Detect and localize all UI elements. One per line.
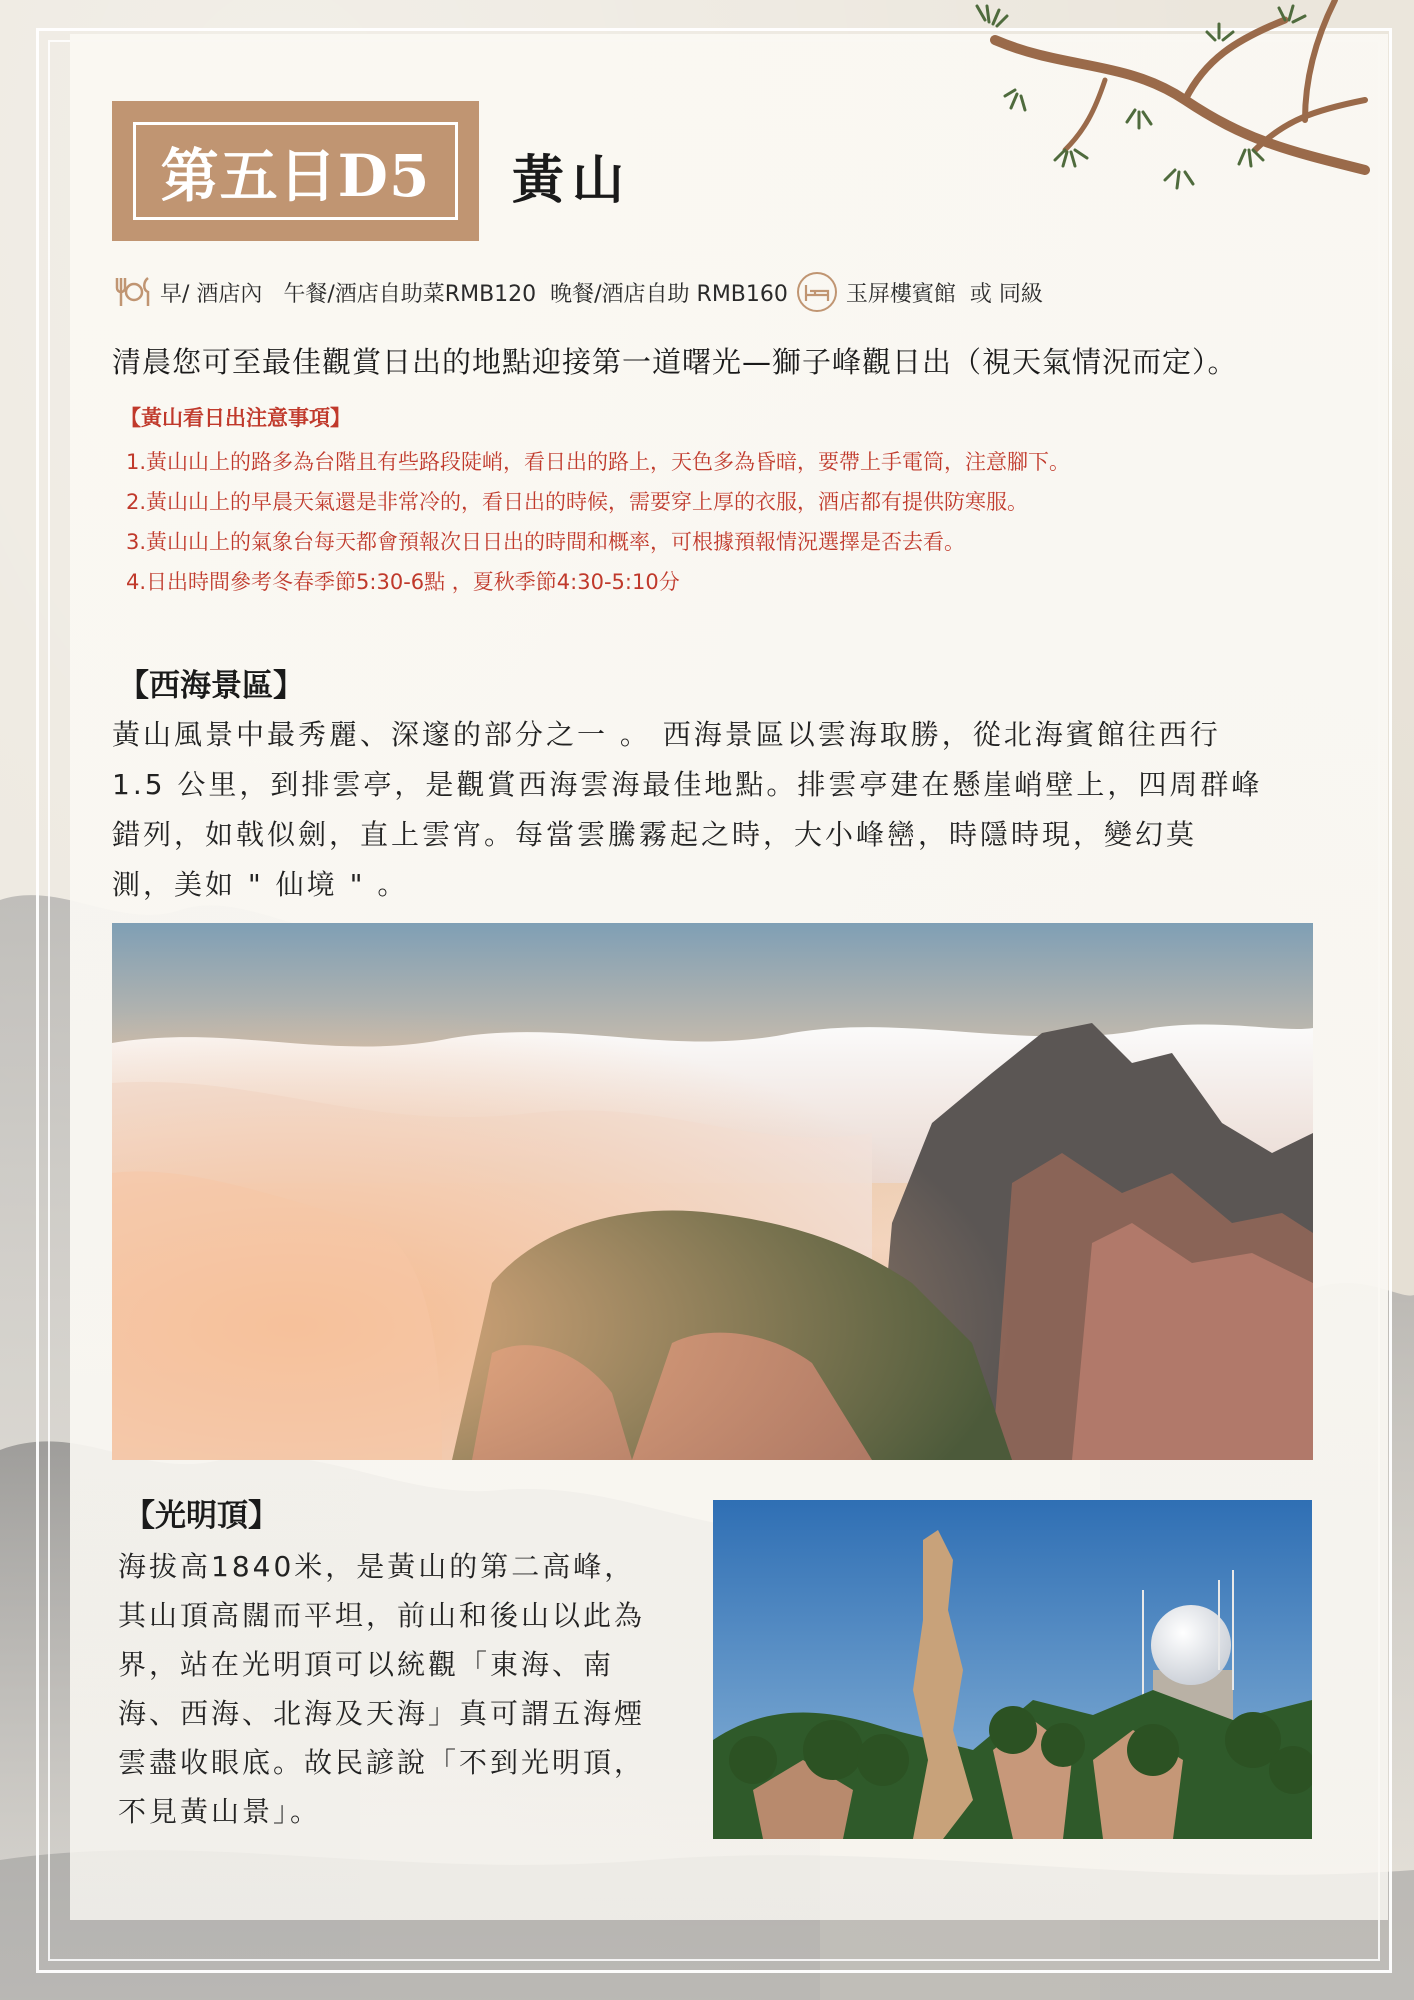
day-badge-border	[133, 122, 458, 220]
west-sea-photo	[112, 923, 1313, 1460]
guangming-heading: 【光明頂】	[124, 1498, 279, 1534]
meals-text: 早/ 酒店內 午餐/酒店自助菜RMB120 晚餐/酒店自助 RMB160	[160, 281, 788, 307]
west-sea-line: 1.5 公里，到排雲亭，是觀賞西海雲海最佳地點。排雲亭建在懸崖峭壁上，四周群峰	[112, 768, 1263, 801]
notice-item: 1.黃山山上的路多為台階且有些路段陡峭，看日出的路上，天色多為昏暗，要帶上手電筒，注意腳下。	[126, 450, 1071, 474]
guangming-line: 海拔高1840米，是黃山的第二高峰，	[118, 1550, 636, 1583]
notice-title: 【黃山看日出注意事項】	[120, 406, 351, 430]
guangming-line: 不見黃山景」。	[118, 1795, 322, 1828]
guangming-line: 雲盡收眼底。故民諺說「不到光明頂，	[118, 1746, 646, 1779]
west-sea-line: 測，美如 " 仙境 " 。	[112, 868, 409, 901]
guangming-line: 其山頂高闊而平坦，前山和後山以此為	[118, 1599, 646, 1632]
location-title: 黃山	[512, 150, 633, 211]
hotel-text: 玉屏樓賓館 或 同級	[845, 281, 1043, 307]
meals-row	[112, 272, 1312, 312]
west-sea-heading: 【西海景區】	[118, 668, 304, 704]
notice-item: 2.黃山山上的早晨天氣還是非常冷的，看日出的時候，需要穿上厚的衣服，酒店都有提供防寒服。	[126, 490, 1029, 514]
bed-icon	[796, 271, 838, 313]
west-sea-description	[112, 710, 1342, 910]
intro-text: 清晨您可至最佳觀賞日出的地點迎接第一道曙光—獅子峰觀日出（視天氣情況而定）。	[112, 345, 1238, 379]
guangming-line: 海、西海、北海及天海」真可謂五海煙	[118, 1697, 646, 1730]
utensils-icon	[112, 275, 154, 309]
sunrise-notice	[120, 402, 1270, 602]
day-badge	[112, 101, 479, 241]
guangming-peak-photo	[713, 1500, 1312, 1839]
day-label: 第五日D5	[160, 142, 431, 210]
guangming-description	[118, 1542, 698, 1836]
west-sea-line: 黃山風景中最秀麗、深邃的部分之一 。 西海景區以雲海取勝，從北海賓館往西行	[112, 718, 1221, 751]
guangming-line: 界，站在光明頂可以統觀「東海、南	[118, 1648, 615, 1681]
west-sea-line: 錯列，如戟似劍，直上雲宵。每當雲騰霧起之時，大小峰巒，時隱時現，變幻莫	[112, 818, 1198, 851]
notice-item: 4.日出時間參考冬春季節5:30-6點 ，夏秋季節4:30-5:10分	[126, 570, 680, 594]
notice-item: 3.黃山山上的氣象台每天都會預報次日日出的時間和概率，可根據預報情況選擇是否去看。	[126, 530, 966, 554]
pine-branch-decoration	[955, 0, 1375, 260]
